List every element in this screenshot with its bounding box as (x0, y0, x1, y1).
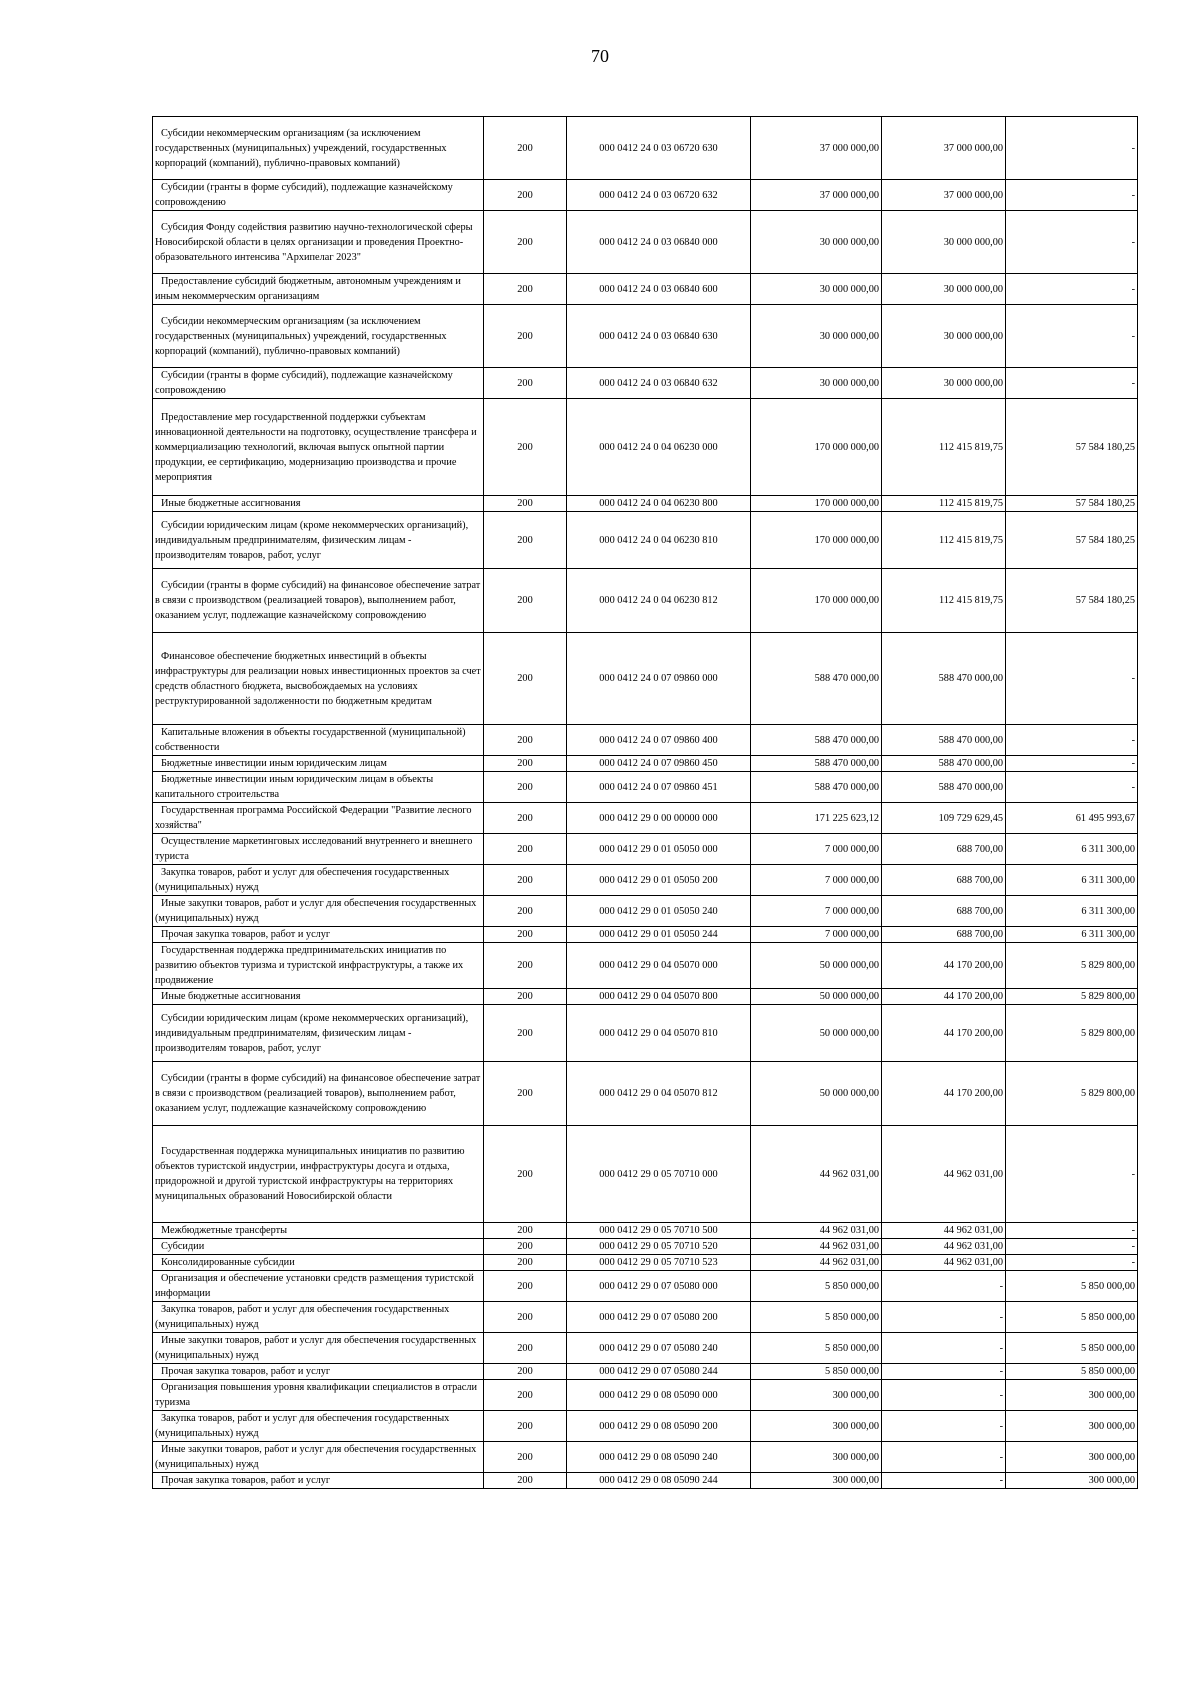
table-row (153, 1239, 1138, 1255)
row-executed-amount: 112 415 819,75 (882, 399, 1006, 496)
row-unexecuted-amount: - (1006, 274, 1138, 305)
table-row (153, 1442, 1138, 1473)
row-approved-amount: 50 000 000,00 (751, 943, 882, 989)
row-unexecuted-amount: - (1006, 1126, 1138, 1223)
table-row (153, 1302, 1138, 1333)
row-executed-amount: 588 470 000,00 (882, 725, 1006, 756)
row-classification-code: 000 0412 24 0 03 06840 632 (567, 368, 751, 399)
row-code: 200 (484, 1062, 567, 1126)
row-name: Иные закупки товаров, работ и услуг для обеспечения государственных (муниципальных) нужд (153, 1333, 484, 1364)
table-row (153, 180, 1138, 211)
row-approved-amount: 5 850 000,00 (751, 1364, 882, 1380)
row-executed-amount: 44 170 200,00 (882, 1005, 1006, 1062)
row-classification-code: 000 0412 29 0 08 05090 000 (567, 1380, 751, 1411)
row-classification-code: 000 0412 24 0 04 06230 810 (567, 512, 751, 569)
row-unexecuted-amount: - (1006, 756, 1138, 772)
row-classification-code: 000 0412 24 0 03 06840 000 (567, 211, 751, 274)
row-code: 200 (484, 180, 567, 211)
row-name: Бюджетные инвестиции иным юридическим лицам (153, 756, 484, 772)
row-approved-amount: 44 962 031,00 (751, 1126, 882, 1223)
table-row (153, 1255, 1138, 1271)
table-row (153, 211, 1138, 274)
row-classification-code: 000 0412 29 0 08 05090 200 (567, 1411, 751, 1442)
row-approved-amount: 7 000 000,00 (751, 927, 882, 943)
row-approved-amount: 171 225 623,12 (751, 803, 882, 834)
row-approved-amount: 5 850 000,00 (751, 1302, 882, 1333)
row-unexecuted-amount: 5 850 000,00 (1006, 1302, 1138, 1333)
row-code: 200 (484, 399, 567, 496)
row-unexecuted-amount: - (1006, 1223, 1138, 1239)
row-code: 200 (484, 834, 567, 865)
row-unexecuted-amount: - (1006, 772, 1138, 803)
row-approved-amount: 170 000 000,00 (751, 399, 882, 496)
row-classification-code: 000 0412 29 0 00 00000 000 (567, 803, 751, 834)
row-executed-amount: 44 170 200,00 (882, 989, 1006, 1005)
row-approved-amount: 30 000 000,00 (751, 274, 882, 305)
row-name: Прочая закупка товаров, работ и услуг (153, 1364, 484, 1380)
row-code: 200 (484, 1005, 567, 1062)
table-row (153, 117, 1138, 180)
table-row (153, 368, 1138, 399)
row-name: Межбюджетные трансферты (153, 1223, 484, 1239)
row-code: 200 (484, 1380, 567, 1411)
row-code: 200 (484, 274, 567, 305)
row-unexecuted-amount: 300 000,00 (1006, 1380, 1138, 1411)
row-name: Иные бюджетные ассигнования (153, 989, 484, 1005)
table-row (153, 1473, 1138, 1489)
row-code: 200 (484, 569, 567, 633)
row-name: Прочая закупка товаров, работ и услуг (153, 1473, 484, 1489)
row-executed-amount: - (882, 1380, 1006, 1411)
row-name: Консолидированные субсидии (153, 1255, 484, 1271)
table-row (153, 1126, 1138, 1223)
table-row (153, 772, 1138, 803)
row-executed-amount: - (882, 1333, 1006, 1364)
row-code: 200 (484, 512, 567, 569)
row-classification-code: 000 0412 29 0 07 05080 000 (567, 1271, 751, 1302)
row-classification-code: 000 0412 29 0 01 05050 200 (567, 865, 751, 896)
row-code: 200 (484, 725, 567, 756)
row-executed-amount: 44 962 031,00 (882, 1239, 1006, 1255)
row-executed-amount: 44 170 200,00 (882, 1062, 1006, 1126)
row-classification-code: 000 0412 24 0 04 06230 000 (567, 399, 751, 496)
table-row (153, 1271, 1138, 1302)
row-name: Субсидии некоммерческим организациям (за исключением государственных (муниципальных) учреждений, государственных корпораций (компаний), публично-правовых компаний) (153, 305, 484, 368)
row-approved-amount: 170 000 000,00 (751, 496, 882, 512)
row-name: Предоставление субсидий бюджетным, автономным учреждениям и иным некоммерческим организациям (153, 274, 484, 305)
row-approved-amount: 300 000,00 (751, 1411, 882, 1442)
row-unexecuted-amount: - (1006, 1255, 1138, 1271)
row-executed-amount: 112 415 819,75 (882, 569, 1006, 633)
row-unexecuted-amount: - (1006, 305, 1138, 368)
row-code: 200 (484, 1239, 567, 1255)
row-approved-amount: 7 000 000,00 (751, 865, 882, 896)
row-name: Иные закупки товаров, работ и услуг для обеспечения государственных (муниципальных) нужд (153, 896, 484, 927)
table-row (153, 633, 1138, 725)
row-code: 200 (484, 1473, 567, 1489)
row-classification-code: 000 0412 24 0 04 06230 812 (567, 569, 751, 633)
row-unexecuted-amount: 6 311 300,00 (1006, 927, 1138, 943)
row-name: Государственная поддержка предпринимательских инициатив по развитию объектов туризма и туристской инфраструктуры, а также их продвижение (153, 943, 484, 989)
row-approved-amount: 5 850 000,00 (751, 1271, 882, 1302)
row-code: 200 (484, 756, 567, 772)
row-unexecuted-amount: 5 829 800,00 (1006, 989, 1138, 1005)
table-row (153, 927, 1138, 943)
row-approved-amount: 44 962 031,00 (751, 1239, 882, 1255)
table-row (153, 1380, 1138, 1411)
row-classification-code: 000 0412 24 0 04 06230 800 (567, 496, 751, 512)
row-executed-amount: - (882, 1473, 1006, 1489)
row-code: 200 (484, 1302, 567, 1333)
row-executed-amount: 44 170 200,00 (882, 943, 1006, 989)
row-name: Организация повышения уровня квалификации специалистов в отрасли туризма (153, 1380, 484, 1411)
row-code: 200 (484, 305, 567, 368)
row-unexecuted-amount: 5 829 800,00 (1006, 1005, 1138, 1062)
row-unexecuted-amount: 5 850 000,00 (1006, 1271, 1138, 1302)
row-approved-amount: 5 850 000,00 (751, 1333, 882, 1364)
row-classification-code: 000 0412 29 0 04 05070 810 (567, 1005, 751, 1062)
row-code: 200 (484, 1442, 567, 1473)
row-unexecuted-amount: 57 584 180,25 (1006, 569, 1138, 633)
row-name: Субсидии некоммерческим организациям (за исключением государственных (муниципальных) учреждений, государственных корпораций (компаний), публично-правовых компаний) (153, 117, 484, 180)
row-code: 200 (484, 117, 567, 180)
row-code: 200 (484, 989, 567, 1005)
row-classification-code: 000 0412 29 0 05 70710 500 (567, 1223, 751, 1239)
row-unexecuted-amount: - (1006, 211, 1138, 274)
row-approved-amount: 50 000 000,00 (751, 1062, 882, 1126)
row-unexecuted-amount: 57 584 180,25 (1006, 496, 1138, 512)
row-name: Прочая закупка товаров, работ и услуг (153, 927, 484, 943)
row-code: 200 (484, 1255, 567, 1271)
row-executed-amount: 588 470 000,00 (882, 756, 1006, 772)
row-unexecuted-amount: 300 000,00 (1006, 1411, 1138, 1442)
row-unexecuted-amount: - (1006, 117, 1138, 180)
row-classification-code: 000 0412 29 0 08 05090 244 (567, 1473, 751, 1489)
table-row (153, 834, 1138, 865)
table-row (153, 1411, 1138, 1442)
row-unexecuted-amount: 300 000,00 (1006, 1473, 1138, 1489)
row-code: 200 (484, 896, 567, 927)
row-classification-code: 000 0412 29 0 04 05070 000 (567, 943, 751, 989)
row-code: 200 (484, 1411, 567, 1442)
row-executed-amount: - (882, 1411, 1006, 1442)
table-row (153, 512, 1138, 569)
row-approved-amount: 30 000 000,00 (751, 368, 882, 399)
row-code: 200 (484, 1333, 567, 1364)
row-approved-amount: 44 962 031,00 (751, 1223, 882, 1239)
row-approved-amount: 44 962 031,00 (751, 1255, 882, 1271)
row-classification-code: 000 0412 29 0 08 05090 240 (567, 1442, 751, 1473)
row-executed-amount: 688 700,00 (882, 834, 1006, 865)
row-approved-amount: 50 000 000,00 (751, 989, 882, 1005)
row-code: 200 (484, 803, 567, 834)
row-name: Субсидии (гранты в форме субсидий) на финансовое обеспечение затрат в связи с производством (реализацией товаров), выполнением работ, оказанием услуг, подлежащие казначейскому сопровождению (153, 1062, 484, 1126)
row-executed-amount: - (882, 1302, 1006, 1333)
row-code: 200 (484, 927, 567, 943)
row-approved-amount: 30 000 000,00 (751, 211, 882, 274)
row-approved-amount: 30 000 000,00 (751, 305, 882, 368)
row-approved-amount: 170 000 000,00 (751, 569, 882, 633)
row-executed-amount: 37 000 000,00 (882, 180, 1006, 211)
row-name: Субсидии (гранты в форме субсидий), подлежащие казначейскому сопровождению (153, 368, 484, 399)
row-executed-amount: 44 962 031,00 (882, 1223, 1006, 1239)
row-name: Субсидии юридическим лицам (кроме некоммерческих организаций), индивидуальным предпринимателям, физическим лицам - производителям товаров, работ, услуг (153, 512, 484, 569)
row-classification-code: 000 0412 24 0 07 09860 400 (567, 725, 751, 756)
row-unexecuted-amount: 5 829 800,00 (1006, 943, 1138, 989)
row-unexecuted-amount: - (1006, 1239, 1138, 1255)
row-executed-amount: 44 962 031,00 (882, 1126, 1006, 1223)
row-unexecuted-amount: - (1006, 368, 1138, 399)
row-unexecuted-amount: - (1006, 180, 1138, 211)
row-unexecuted-amount: 6 311 300,00 (1006, 865, 1138, 896)
budget-execution-table (152, 116, 1138, 1489)
table-row (153, 989, 1138, 1005)
table-row (153, 725, 1138, 756)
row-executed-amount: 44 962 031,00 (882, 1255, 1006, 1271)
row-unexecuted-amount: 6 311 300,00 (1006, 896, 1138, 927)
row-code: 200 (484, 865, 567, 896)
row-classification-code: 000 0412 29 0 07 05080 240 (567, 1333, 751, 1364)
row-classification-code: 000 0412 29 0 01 05050 240 (567, 896, 751, 927)
row-approved-amount: 300 000,00 (751, 1380, 882, 1411)
row-code: 200 (484, 1126, 567, 1223)
row-classification-code: 000 0412 29 0 01 05050 000 (567, 834, 751, 865)
row-name: Осуществление маркетинговых исследований внутреннего и внешнего туриста (153, 834, 484, 865)
row-executed-amount: 30 000 000,00 (882, 368, 1006, 399)
row-executed-amount: - (882, 1271, 1006, 1302)
row-unexecuted-amount: 5 850 000,00 (1006, 1333, 1138, 1364)
row-name: Капитальные вложения в объекты государственной (муниципальной) собственности (153, 725, 484, 756)
row-code: 200 (484, 772, 567, 803)
row-code: 200 (484, 496, 567, 512)
row-executed-amount: 30 000 000,00 (882, 274, 1006, 305)
row-executed-amount: 37 000 000,00 (882, 117, 1006, 180)
row-name: Финансовое обеспечение бюджетных инвестиций в объекты инфраструктуры для реализации новых инвестиционных проектов за счет средств областного бюджета, высвобождаемых на условиях реструктурированной задолженности по бюджетным кредитам (153, 633, 484, 725)
row-classification-code: 000 0412 29 0 07 05080 200 (567, 1302, 751, 1333)
row-approved-amount: 37 000 000,00 (751, 180, 882, 211)
row-name: Закупка товаров, работ и услуг для обеспечения государственных (муниципальных) нужд (153, 1302, 484, 1333)
row-name: Иные закупки товаров, работ и услуг для обеспечения государственных (муниципальных) нужд (153, 1442, 484, 1473)
row-name: Государственная поддержка муниципальных инициатив по развитию объектов туристской индустрии, инфраструктуры досуга и отдыха, придорожной и другой туристской инфраструктуры на территориях муниципальных образований Новосибирской области (153, 1126, 484, 1223)
row-classification-code: 000 0412 24 0 07 09860 451 (567, 772, 751, 803)
row-executed-amount: - (882, 1442, 1006, 1473)
row-classification-code: 000 0412 24 0 03 06720 630 (567, 117, 751, 180)
row-executed-amount: 30 000 000,00 (882, 305, 1006, 368)
row-classification-code: 000 0412 29 0 07 05080 244 (567, 1364, 751, 1380)
row-classification-code: 000 0412 24 0 03 06840 630 (567, 305, 751, 368)
row-approved-amount: 7 000 000,00 (751, 896, 882, 927)
row-executed-amount: 30 000 000,00 (882, 211, 1006, 274)
row-name: Субсидии юридическим лицам (кроме некоммерческих организаций), индивидуальным предпринимателям, физическим лицам - производителям товаров, работ, услуг (153, 1005, 484, 1062)
row-unexecuted-amount: 61 495 993,67 (1006, 803, 1138, 834)
row-name: Предоставление мер государственной поддержки субъектам инновационной деятельности на подготовку, осуществление трансфера и коммерциализацию технологий, включая выпуск опытной партии продукции, ее сертификацию, модернизацию производства и прочие мероприятия (153, 399, 484, 496)
table-row (153, 569, 1138, 633)
table-row (153, 1223, 1138, 1239)
table-row (153, 305, 1138, 368)
row-approved-amount: 300 000,00 (751, 1473, 882, 1489)
row-unexecuted-amount: 300 000,00 (1006, 1442, 1138, 1473)
row-code: 200 (484, 943, 567, 989)
row-classification-code: 000 0412 29 0 05 70710 520 (567, 1239, 751, 1255)
table-row (153, 756, 1138, 772)
row-classification-code: 000 0412 24 0 03 06720 632 (567, 180, 751, 211)
row-classification-code: 000 0412 24 0 07 09860 450 (567, 756, 751, 772)
row-executed-amount: 109 729 629,45 (882, 803, 1006, 834)
row-unexecuted-amount: 57 584 180,25 (1006, 399, 1138, 496)
table-row (153, 1062, 1138, 1126)
table-row (153, 399, 1138, 496)
row-name: Бюджетные инвестиции иным юридическим лицам в объекты капитального строительства (153, 772, 484, 803)
row-classification-code: 000 0412 24 0 03 06840 600 (567, 274, 751, 305)
table-row (153, 803, 1138, 834)
row-approved-amount: 588 470 000,00 (751, 756, 882, 772)
row-executed-amount: 688 700,00 (882, 865, 1006, 896)
row-approved-amount: 170 000 000,00 (751, 512, 882, 569)
row-executed-amount: 588 470 000,00 (882, 633, 1006, 725)
row-approved-amount: 588 470 000,00 (751, 725, 882, 756)
row-unexecuted-amount: 6 311 300,00 (1006, 834, 1138, 865)
row-code: 200 (484, 1223, 567, 1239)
row-executed-amount: 688 700,00 (882, 896, 1006, 927)
row-classification-code: 000 0412 29 0 05 70710 000 (567, 1126, 751, 1223)
row-unexecuted-amount: 5 850 000,00 (1006, 1364, 1138, 1380)
row-executed-amount: 588 470 000,00 (882, 772, 1006, 803)
row-executed-amount: - (882, 1364, 1006, 1380)
row-classification-code: 000 0412 29 0 01 05050 244 (567, 927, 751, 943)
table-body (153, 117, 1138, 1489)
row-approved-amount: 50 000 000,00 (751, 1005, 882, 1062)
row-code: 200 (484, 368, 567, 399)
row-unexecuted-amount: - (1006, 725, 1138, 756)
row-unexecuted-amount: 57 584 180,25 (1006, 512, 1138, 569)
row-name: Организация и обеспечение установки средств размещения туристской информации (153, 1271, 484, 1302)
row-approved-amount: 300 000,00 (751, 1442, 882, 1473)
table-row (153, 865, 1138, 896)
row-classification-code: 000 0412 29 0 04 05070 812 (567, 1062, 751, 1126)
table-row (153, 1005, 1138, 1062)
row-classification-code: 000 0412 29 0 04 05070 800 (567, 989, 751, 1005)
row-executed-amount: 112 415 819,75 (882, 496, 1006, 512)
table-row (153, 274, 1138, 305)
row-name: Иные бюджетные ассигнования (153, 496, 484, 512)
row-classification-code: 000 0412 24 0 07 09860 000 (567, 633, 751, 725)
row-name: Закупка товаров, работ и услуг для обеспечения государственных (муниципальных) нужд (153, 1411, 484, 1442)
row-name: Субсидии (153, 1239, 484, 1255)
row-approved-amount: 7 000 000,00 (751, 834, 882, 865)
row-code: 200 (484, 1364, 567, 1380)
row-name: Государственная программа Российской Федерации "Развитие лесного хозяйства" (153, 803, 484, 834)
row-classification-code: 000 0412 29 0 05 70710 523 (567, 1255, 751, 1271)
row-unexecuted-amount: - (1006, 633, 1138, 725)
row-approved-amount: 588 470 000,00 (751, 633, 882, 725)
row-code: 200 (484, 211, 567, 274)
row-name: Субсидии (гранты в форме субсидий), подлежащие казначейскому сопровождению (153, 180, 484, 211)
row-name: Субсидия Фонду содействия развитию научно-технологической сферы Новосибирской области в целях организации и проведения Проектно-образовательного интенсива "Архипелаг 2023" (153, 211, 484, 274)
page-number: 70 (591, 46, 609, 66)
row-approved-amount: 588 470 000,00 (751, 772, 882, 803)
row-name: Закупка товаров, работ и услуг для обеспечения государственных (муниципальных) нужд (153, 865, 484, 896)
row-code: 200 (484, 1271, 567, 1302)
table-row (153, 943, 1138, 989)
row-approved-amount: 37 000 000,00 (751, 117, 882, 180)
row-code: 200 (484, 633, 567, 725)
row-executed-amount: 112 415 819,75 (882, 512, 1006, 569)
table-row (153, 496, 1138, 512)
table-row (153, 1364, 1138, 1380)
table-row (153, 896, 1138, 927)
row-name: Субсидии (гранты в форме субсидий) на финансовое обеспечение затрат в связи с производством (реализацией товаров), выполнением работ, оказанием услуг, подлежащие казначейскому сопровождению (153, 569, 484, 633)
table-row (153, 1333, 1138, 1364)
row-unexecuted-amount: 5 829 800,00 (1006, 1062, 1138, 1126)
row-executed-amount: 688 700,00 (882, 927, 1006, 943)
